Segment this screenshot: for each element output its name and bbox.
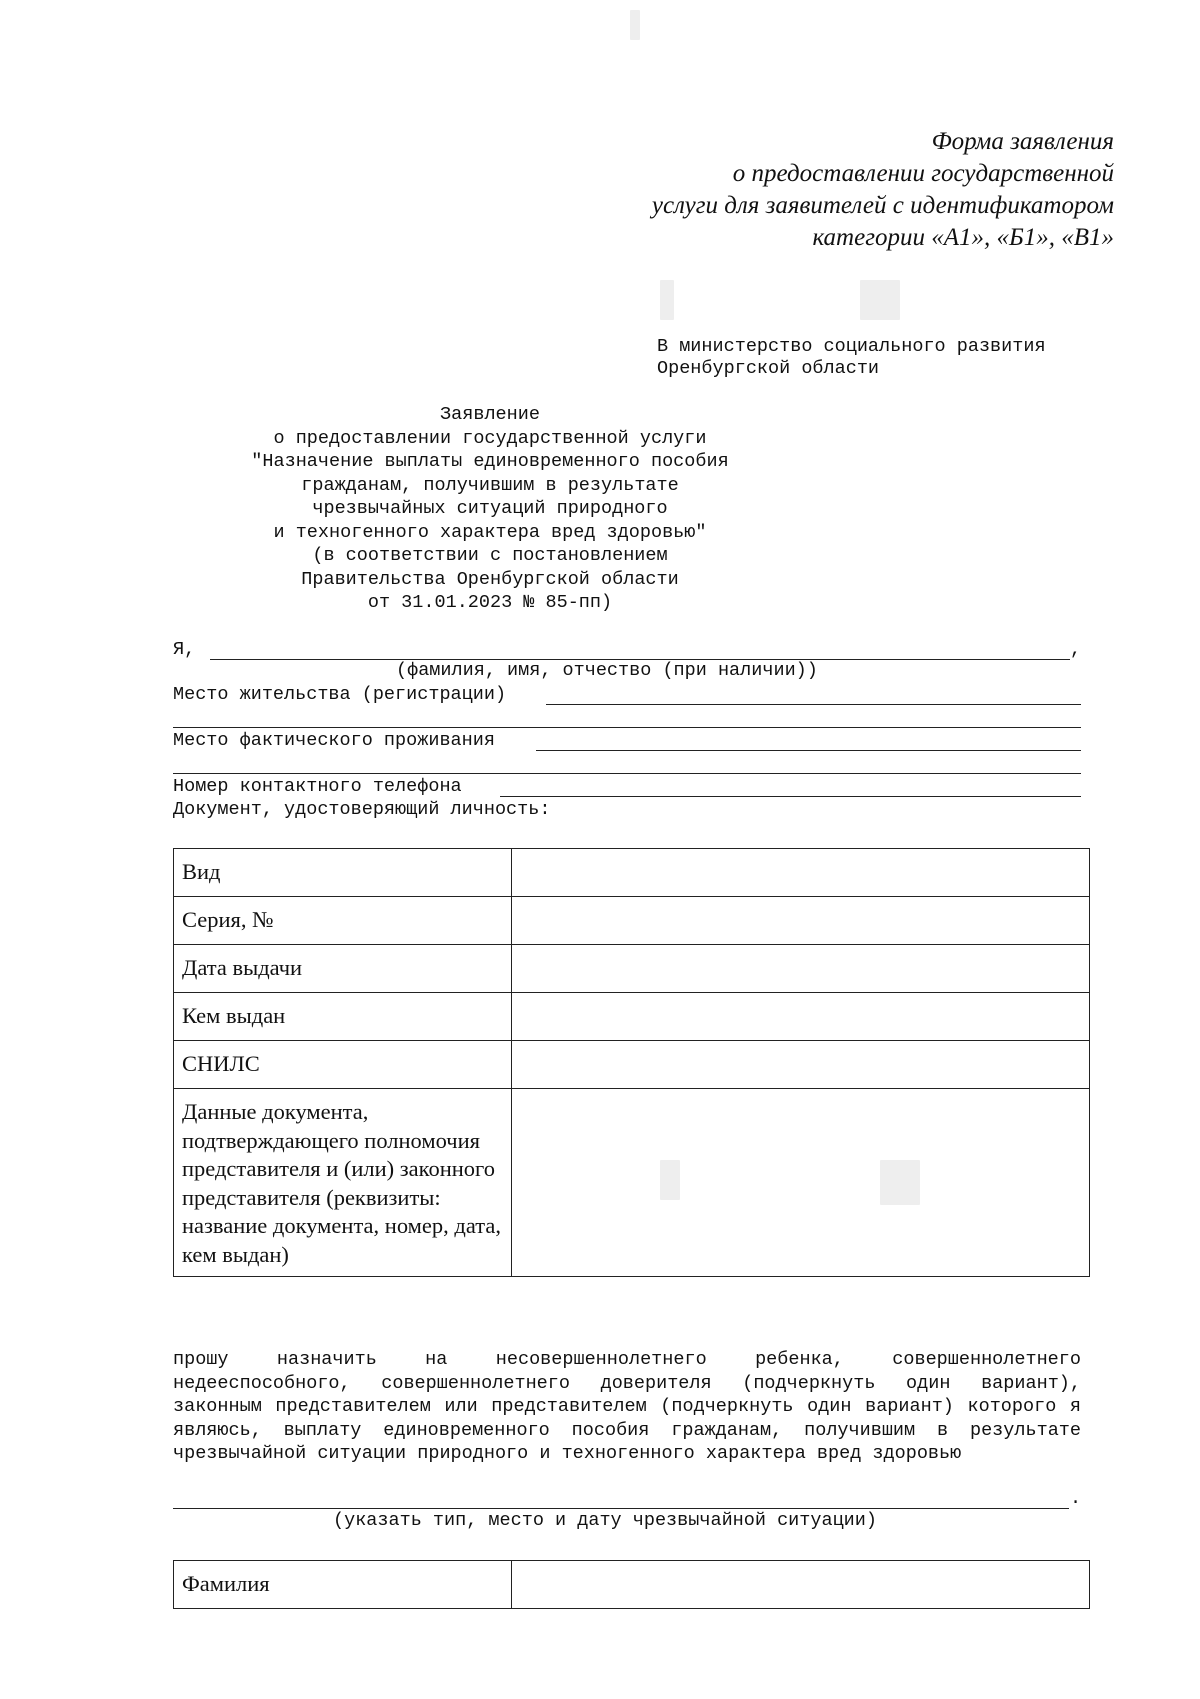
scan-artifact — [660, 1160, 680, 1200]
actual-residence-field[interactable] — [536, 750, 1081, 751]
applicant-fio-hint: (фамилия, имя, отчество (при наличии)) — [396, 660, 818, 681]
addressee-line: В министерство социального развития — [657, 336, 1046, 357]
identity-document-table — [173, 848, 1090, 1277]
residence-field-line-2[interactable] — [173, 727, 1081, 728]
title-line: о предоставлении государственной услуги — [273, 427, 707, 449]
title-line: "Назначение выплаты единовременного пособия — [251, 451, 729, 472]
residence-label: Место жительства (регистрации) — [173, 684, 507, 705]
request-paragraph: прошу назначить на несовершеннолетнего ребенка, совершеннолетнего недееспособного, совершеннолетнего доверителя (подчеркнуть один вариант), законным представителем или представителем (подчеркнуть один вариант) которого я являюсь, выплату единовременного пособия гражданам, получившим в результате чрезвычайной ситуации природного и техногенного характера вред здоровью — [173, 1349, 1081, 1464]
id-document-label: Документ, удостоверяющий личность: — [173, 799, 551, 820]
person-data-table — [173, 1560, 1090, 1609]
scan-artifact — [630, 10, 640, 40]
row-label: Кем выдан — [174, 993, 512, 1041]
table-row — [174, 1041, 1090, 1089]
scan-artifact — [880, 1160, 920, 1205]
row-label: Данные документа, подтверждающего полномочия представителя и (или) законного представителя (реквизиты: название документа, номер, дата, кем выдан) — [174, 1089, 512, 1277]
scan-artifact — [860, 280, 900, 320]
row-label: Дата выдачи — [174, 945, 512, 993]
id-series-number-value[interactable] — [512, 897, 1090, 945]
title-line: (в соответствии с постановлением — [312, 545, 668, 566]
title-line: Заявление — [440, 404, 540, 425]
form-caption-line: категории «А1», «Б1», «В1» — [812, 224, 1114, 251]
emergency-details-hint: (указать тип, место и дату чрезвычайной ситуации) — [333, 1510, 877, 1531]
id-issue-date-value[interactable] — [512, 945, 1090, 993]
document-title — [200, 403, 780, 615]
addressee — [657, 336, 1046, 380]
actual-residence-field-line-2[interactable] — [173, 773, 1081, 774]
emergency-details-field[interactable] — [173, 1508, 1069, 1509]
scan-artifact — [660, 280, 674, 320]
title-line: и техногенного характера вред здоровью" — [273, 521, 707, 543]
title-line: Правительства Оренбургской области — [301, 568, 679, 590]
table-row — [174, 849, 1090, 897]
applicant-suffix: , — [1070, 639, 1082, 660]
applicant-prefix: Я, — [173, 639, 196, 660]
form-caption-line: о предоставлении государственной — [732, 160, 1114, 187]
row-label: Вид — [174, 849, 512, 897]
table-row — [174, 897, 1090, 945]
row-label: СНИЛС — [174, 1041, 512, 1089]
actual-residence-label: Место фактического проживания — [173, 730, 495, 751]
form-caption-line: Форма заявления — [931, 128, 1114, 155]
row-label: Фамилия — [174, 1561, 512, 1609]
title-line: гражданам, получившим в результате — [301, 474, 679, 496]
table-row — [174, 1089, 1090, 1277]
form-caption-line: услуги для заявителей с идентификатором — [651, 192, 1114, 219]
form-caption — [474, 126, 1114, 254]
addressee-line: Оренбургской области — [657, 358, 880, 379]
row-label: Серия, № — [174, 897, 512, 945]
table-row — [174, 993, 1090, 1041]
table-row — [174, 945, 1090, 993]
table-row — [174, 1561, 1090, 1609]
representative-document-value[interactable] — [512, 1089, 1090, 1277]
snils-value[interactable] — [512, 1041, 1090, 1089]
id-type-value[interactable] — [512, 849, 1090, 897]
phone-field[interactable] — [500, 796, 1081, 797]
title-line: чрезвычайных ситуаций природного — [312, 498, 668, 519]
phone-label: Номер контактного телефона — [173, 776, 462, 797]
id-issued-by-value[interactable] — [512, 993, 1090, 1041]
surname-value[interactable] — [512, 1561, 1090, 1609]
emergency-line-end: . — [1070, 1488, 1082, 1509]
residence-field[interactable] — [546, 704, 1081, 705]
title-line: от 31.01.2023 № 85-пп) — [367, 592, 613, 613]
